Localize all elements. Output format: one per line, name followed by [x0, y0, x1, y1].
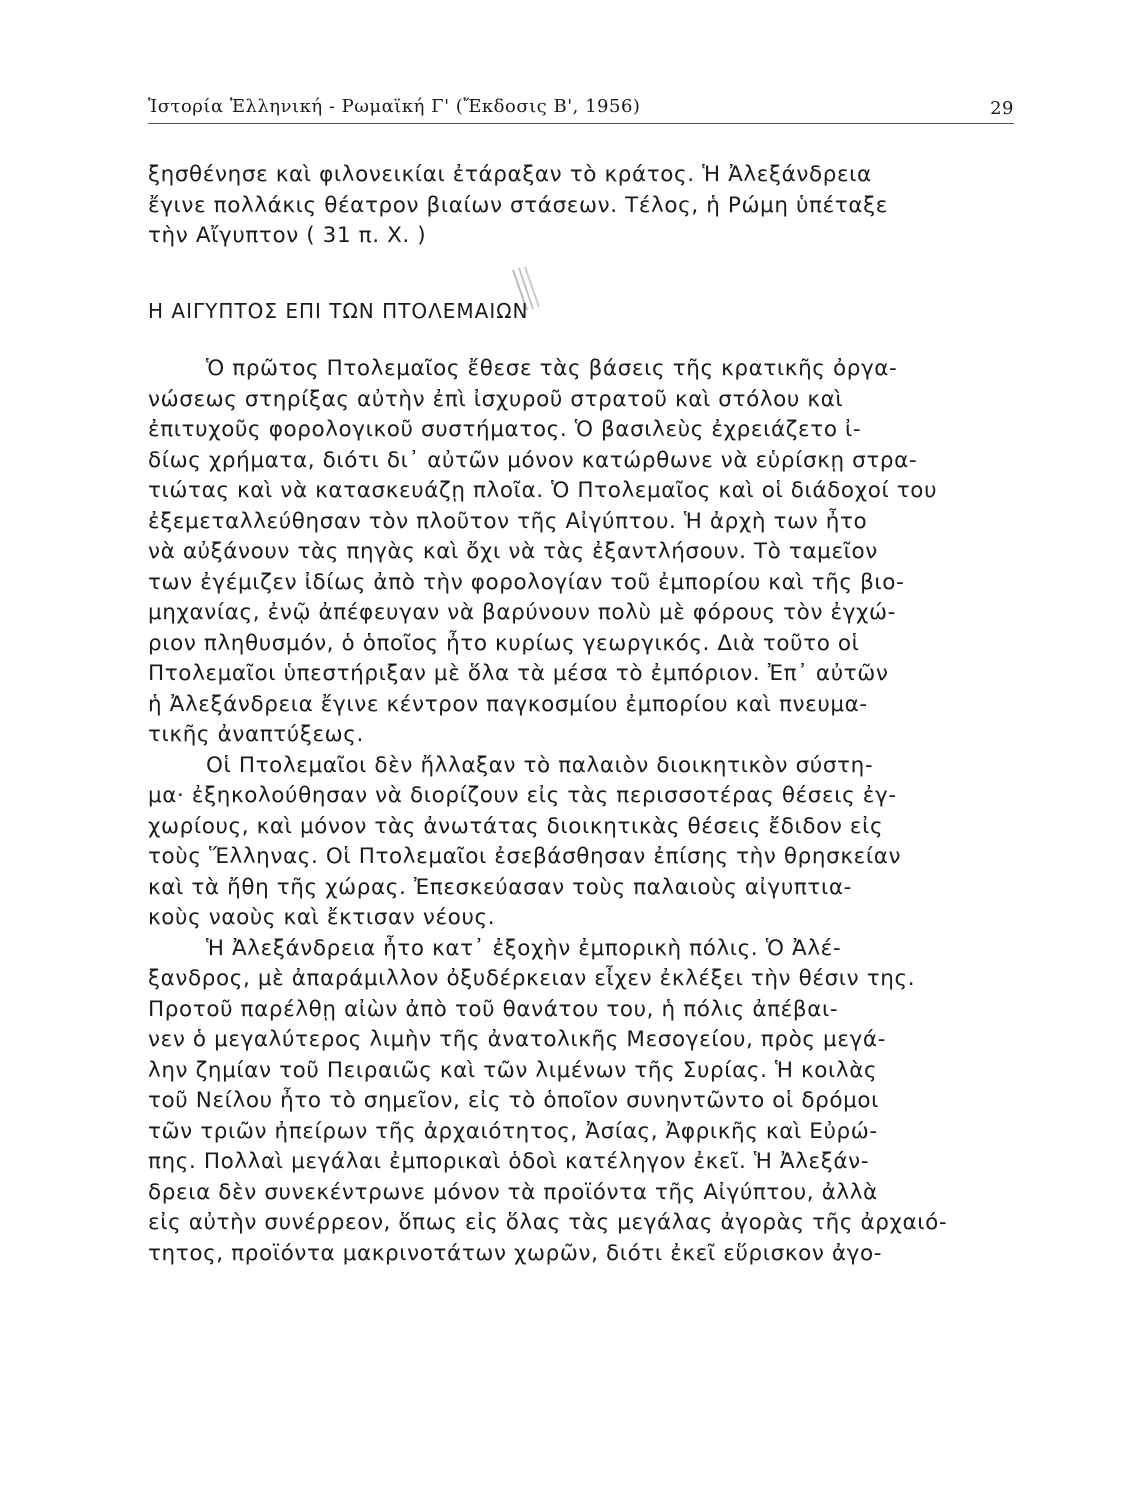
paragraph-administration: [148, 354, 1014, 751]
text-line: καὶ τὰ ἤθη τῆς χώρας. Ἐπεσκεύασαν τοὺς παλαιοὺς αἰγυπτια-: [148, 874, 852, 900]
text-line: Ἡ Ἀλεξάνδρεια ἦτο κατ᾽ ἐξοχὴν ἐμπορικὴ πόλις. Ὁ Ἀλέ-: [206, 935, 842, 961]
text-line: ἔγινε πολλάκις θέατρον βιαίων στάσεων. Τέλος, ἡ Ρώμη ὑπέταξε: [148, 192, 888, 218]
text-line: τῶν τριῶν ἠπείρων τῆς ἀρχαιότητος, Ἀσίας, Ἀφρικῆς καὶ Εὐρώ-: [148, 1118, 878, 1144]
text-line: μηχανίας, ἐνῷ ἀπέφευγαν νὰ βαρύνουν πολὺ μὲ φόρους τὸν ἐγχώ-: [148, 600, 897, 625]
text-line: λην ζημίαν τοῦ Πειραιῶς καὶ τῶν λιμένων τῆς Συρίας. Ἡ κοιλὰς: [148, 1057, 878, 1083]
running-header: [148, 96, 1014, 124]
text-line: μα· ἐξηκολούθησαν νὰ διορίζουν εἰς τὰς περισσοτέρας θέσεις ἐγ-: [148, 783, 897, 808]
text-line: πης. Πολλαὶ μεγάλαι ἐμπορικαὶ ὁδοὶ κατέληγον ἐκεῖ. Ἡ Ἀλεξάν-: [148, 1149, 870, 1174]
text-line: ξανδρος, μὲ ἀπαράμιλλον ὀξυδέρκειαν εἶχεν ἐκλέξει τὴν θέσιν της.: [148, 966, 916, 991]
text-line: των ἐγέμιζεν ἰδίως ἀπὸ τὴν φορολογίαν τοῦ ἐμπορίου καὶ τῆς βιο-: [148, 569, 905, 595]
text-line: ἐξεμεταλλεύθησαν τὸν πλοῦτον τῆς Αἰγύπτου. Ἡ ἀρχὴ των ἦτο: [148, 508, 868, 534]
text-line: κοὺς ναοὺς καὶ ἔκτισαν νέους.: [148, 905, 496, 930]
text-line: δρεια δὲν συνεκέντρωνε μόνον τὰ προϊόντα τῆς Αἰγύπτου, ἀλλὰ: [148, 1179, 878, 1205]
text-line: τικῆς ἀναπτύξεως.: [148, 722, 364, 747]
text-line: Προτοῦ παρέλθῃ αἰὼν ἀπὸ τοῦ θανάτου του, ἡ πόλις ἀπέβαι-: [148, 996, 839, 1022]
body-text: [148, 160, 1014, 1269]
text-line: ριον πληθυσμόν, ὁ ὁποῖος ἦτο κυρίως γεωργικός. Διὰ τοῦτο οἱ: [148, 630, 860, 656]
intro-paragraph: [148, 160, 1014, 252]
section-heading: Η ΑΙΓΥΠΤΟΣ ΕΠΙ ΤΩΝ ΠΤΟΛΕΜΑΙΩΝ: [148, 298, 529, 323]
text-line: ἐπιτυχοῦς φορολογικοῦ συστήματος. Ὁ βασιλεὺς ἐχρειάζετο ἰ-: [148, 417, 862, 442]
page-number: 29: [990, 98, 1014, 119]
paragraph-alexandria: [148, 934, 1014, 1270]
text-line: εἰς αὐτὴν συνέρρεον, ὅπως εἰς ὅλας τὰς μεγάλας ἀγορὰς τῆς ἀρχαιό-: [148, 1210, 948, 1235]
text-line: τιώτας καὶ νὰ κατασκευάζῃ πλοῖα. Ὁ Πτολεμαῖος καὶ οἱ διάδοχοί του: [148, 478, 938, 503]
text-line: Οἱ Πτολεμαῖοι δὲν ἤλλαξαν τὸ παλαιὸν διοικητικὸν σύστη-: [206, 752, 874, 778]
text-line: τοὺς Ἕλληνας. Οἱ Πτολεμαῖοι ἐσεβάσθησαν ἐπίσης τὴν θρησκείαν: [148, 844, 902, 869]
text-line: ξησθένησε καὶ φιλονεικίαι ἐτάραξαν τὸ κράτος. Ἡ Ἀλεξάνδρεια: [148, 162, 872, 187]
text-line: νεν ὁ μεγαλύτερος λιμὴν τῆς ἀνατολικῆς Μεσογείου, πρὸς μεγά-: [148, 1027, 887, 1052]
running-title: Ἱστορία Ἑλληνική - Ρωμαϊκή Γ' (Ἔκδοσις Β', 1956): [148, 96, 641, 117]
text-line: ἡ Ἀλεξάνδρεια ἔγινε κέντρον παγκοσμίου ἐμπορίου καὶ πνευμα-: [148, 691, 868, 717]
text-line: τητος, προϊόντα μακρινοτάτων χωρῶν, διότι ἐκεῖ εὕρισκον ἀγο-: [148, 1240, 883, 1266]
text-line: Πτολεμαῖοι ὑπεστήριξαν μὲ ὅλα τὰ μέσα τὸ ἐμπόριον. Ἐπ᾽ αὐτῶν: [148, 661, 889, 686]
text-line: χωρίους, καὶ μόνον τὰς ἀνωτάτας διοικητικὰς θέσεις ἔδιδον εἰς: [148, 813, 884, 839]
text-line: νὰ αὐξάνουν τὰς πηγὰς καὶ ὄχι νὰ τὰς ἐξαντλήσουν. Τὸ ταμεῖον: [148, 539, 878, 564]
paragraph-government: [148, 751, 1014, 934]
text-line: νώσεως στηρίξας αὐτὴν ἐπὶ ἰσχυροῦ στρατοῦ καὶ στόλου καὶ: [148, 386, 844, 412]
text-line: τὴν Αἴγυπτον ( 31 π. Χ. ): [148, 223, 427, 248]
text-line: τοῦ Νείλου ἦτο τὸ σημεῖον, εἰς τὸ ὁποῖον συνηντῶντο οἱ δρόμοι: [148, 1088, 879, 1113]
text-line: δίως χρήματα, διότι δι᾽ αὐτῶν μόνον κατώρθωνε νὰ εὑρίσκῃ στρα-: [148, 447, 918, 473]
text-line: Ὁ πρῶτος Πτολεμαῖος ἔθεσε τὰς βάσεις τῆς κρατικῆς ὀργα-: [206, 356, 898, 381]
